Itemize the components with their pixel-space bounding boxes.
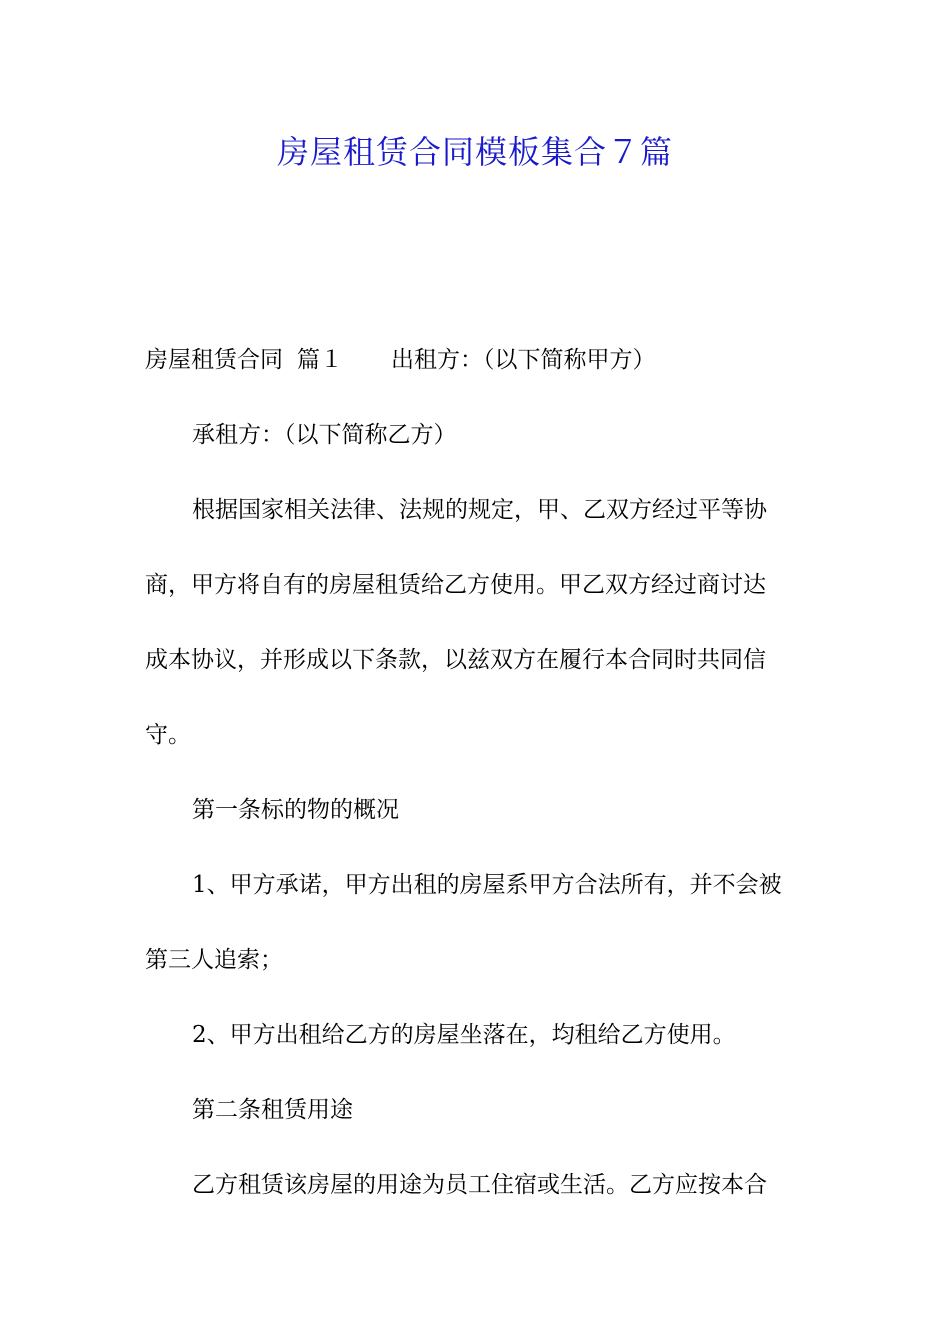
- article-2-title: 第二条租赁用途: [192, 1097, 353, 1123]
- lessor-line: 出租方：（以下简称甲方）: [391, 347, 656, 373]
- intro-line-1: 根据国家相关法律、法规的规定，甲、乙双方经过平等协: [192, 497, 767, 523]
- contract-heading-line: [145, 342, 810, 378]
- article-1-title: 第一条标的物的概况: [192, 797, 399, 823]
- lessee-line: 承租方：（以下简称乙方）: [192, 422, 457, 448]
- contract-part: 篇１: [297, 347, 343, 373]
- intro-line-2: 商，甲方将自有的房屋租赁给乙方使用。甲乙双方经过商讨达: [145, 572, 766, 598]
- intro-line-3: 成本协议，并形成以下条款，以兹双方在履行本合同时共同信: [145, 647, 766, 673]
- intro-line-4: 守。: [145, 722, 191, 748]
- article-2-text: 乙方租赁该房屋的用途为员工住宿或生活。乙方应按本合: [192, 1172, 767, 1198]
- document-title: 房屋租赁合同模板集合７篇: [276, 133, 673, 171]
- contract-name: 房屋租赁合同: [145, 347, 283, 373]
- article-1-item-1-line-1: 1、甲方承诺，甲方出租的房屋系甲方合法所有，并不会被: [192, 872, 782, 898]
- article-1-item-2: 2、甲方出租给乙方的房屋坐落在，均租给乙方使用。: [192, 1022, 736, 1048]
- article-1-item-1-line-2: 第三人追索；: [145, 947, 283, 973]
